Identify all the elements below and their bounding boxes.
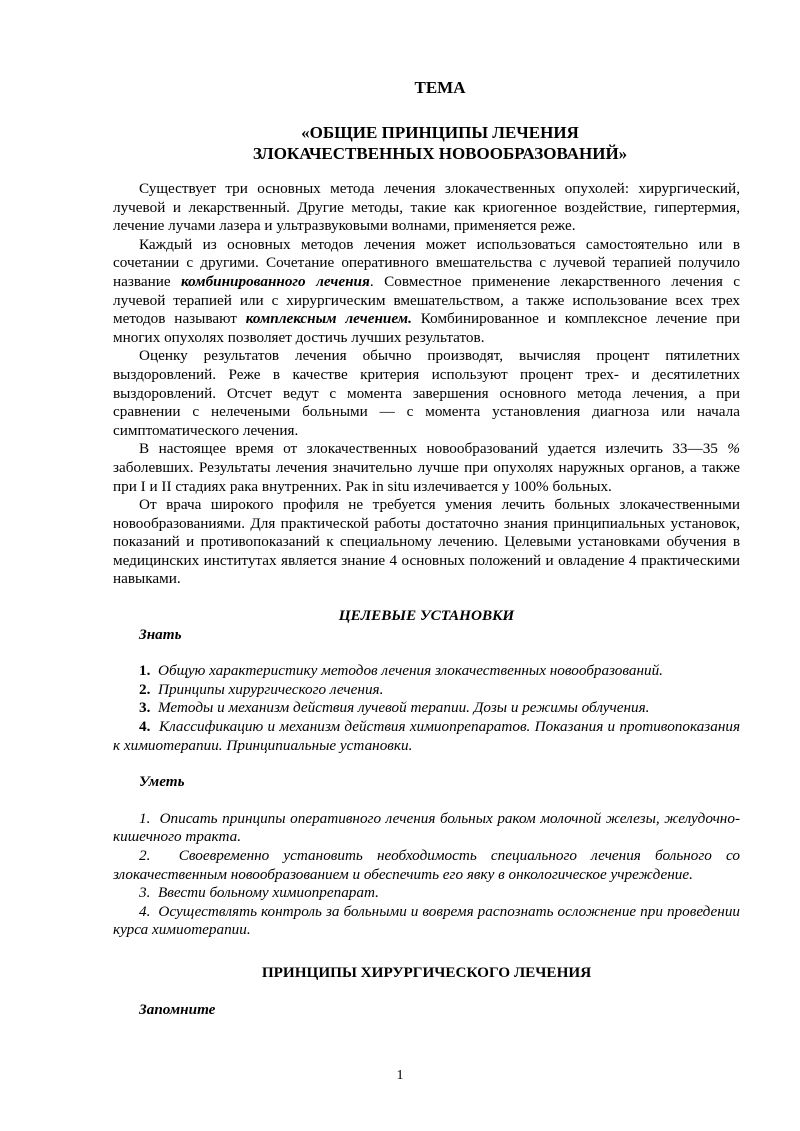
topic-heading: ТЕМА (414, 78, 466, 97)
page-number: 1 (396, 1068, 404, 1083)
list-item-number: 4. (139, 902, 151, 920)
section-title-goals: ЦЕЛЕВЫЕ УСТАНОВКИ (338, 607, 515, 625)
term-complex-treatment: комплексным лечением. (245, 310, 412, 328)
list-item (113, 847, 740, 884)
list-item-number: 4. (139, 718, 151, 736)
paragraph-evaluation: Оценку результатов лечения обычно производят, вычисляя процент пятилетних выздоровлений. Реже в качестве критерия используют процент трех- и десятилетних выздоровлений. Отсчет ведут с момента завершения основного метода лечения, а при сравнении с нелечеными больными — с момента установления диагноза или начала симптоматического лечения. (113, 347, 740, 439)
text-span: В настоящее время от злокачественных новообразований удается излечить 33—35 (139, 440, 728, 458)
list-item-text: Осуществлять контроль за больными и вовремя распознать осложнение при проведении курса химиотерапии. (113, 902, 741, 939)
list-item-text: Своевременно установить необходимость специального лечения больного со злокачественным новообразованием и обеспечить его явку в онкологическое учреждение. (113, 847, 741, 883)
list-item-text: Ввести больному химиопрепарат. (157, 884, 379, 902)
paragraph-intro: Существует три основных метода лечения злокачественных опухолей: хирургический, лучевой и лекарственный. Другие методы, такие как криогенное воздействие, гипертермия, лечение лучами лазера и ультразвуковыми волнами, применяется реже. (113, 180, 740, 235)
paragraph-methods (113, 236, 740, 348)
list-item (113, 884, 740, 903)
list-item (113, 903, 740, 940)
text-span: . Совместное применение лекарственного лечения с лучевой терапией или с хирургическим вмешательством, а также использование всех трех методов называют (113, 272, 741, 328)
text-span: заболевших. Результаты лечения значительно лучше при опухолях наружных органов, а также при I и II стадиях рака внутренних. Рак in situ излечивается у 100% больных. (113, 458, 740, 495)
list-item (113, 681, 740, 700)
subheading-know: Знать (139, 625, 182, 643)
term-combined-treatment: комбинированного лечения (181, 272, 370, 290)
list-item-number: 1. (139, 809, 151, 827)
text-span: Каждый из основных методов лечения может использоваться самостоятельно или в сочетании с другими. Сочетание оперативного вмешательства с лучевой терапией получило название (113, 235, 740, 290)
percent-sign: % (727, 440, 740, 458)
title-line-1: «ОБЩИЕ ПРИНЦИПЫ ЛЕЧЕНИЯ (301, 123, 579, 142)
can-list (113, 810, 740, 940)
list-item-number: 3. (139, 884, 151, 902)
list-item (113, 699, 740, 718)
list-item-number: 3. (139, 699, 151, 717)
list-item-text: Общую характеристику методов лечения злокачественных новообразований. (157, 662, 663, 680)
list-item-text: Классификацию и механизм действия химиопрепаратов. Показания и противопоказания к химиотерапии. Принципиальные установки. (113, 718, 741, 754)
list-item-number: 2. (139, 847, 151, 864)
subheading-can: Уметь (139, 773, 185, 791)
list-item-text: Принципы хирургического лечения. (157, 680, 384, 698)
paragraph-cure-rate (113, 440, 740, 496)
document-title (113, 122, 767, 164)
list-item-number: 2. (139, 680, 151, 698)
subheading-remember: Запомните (139, 1000, 216, 1018)
list-item (113, 662, 740, 681)
list-item-number: 1. (139, 662, 151, 680)
document-body (113, 180, 740, 1019)
list-item-text: Методы и механизм действия лучевой терапии. Дозы и режимы облучения. (157, 699, 650, 717)
paragraph-physician: От врача широкого профиля не требуется умения лечить больных злокачественными новообразованиями. Для практической работы достаточно знания принципиальных установок, показаний и противопоказаний к специальному лечению. Целевыми установками обучения в медицинских институтах является знание 4 основных положений и овладение 4 практическими навыками. (113, 496, 740, 588)
title-line-2: ЗЛОКАЧЕСТВЕННЫХ НОВООБРАЗОВАНИЙ» (252, 144, 628, 163)
text-span: Комбинированное и комплексное лечение при многих опухолях позволяет достичь лучших результатов. (113, 310, 740, 346)
list-item-text: Описать принципы оперативного лечения больных раком молочной железы, желудочно-кишечного тракта. (113, 809, 740, 846)
section-title-surgery: ПРИНЦИПЫ ХИРУРГИЧЕСКОГО ЛЕЧЕНИЯ (261, 963, 592, 981)
list-item (113, 810, 740, 847)
list-item (113, 718, 740, 755)
know-list (113, 662, 740, 755)
